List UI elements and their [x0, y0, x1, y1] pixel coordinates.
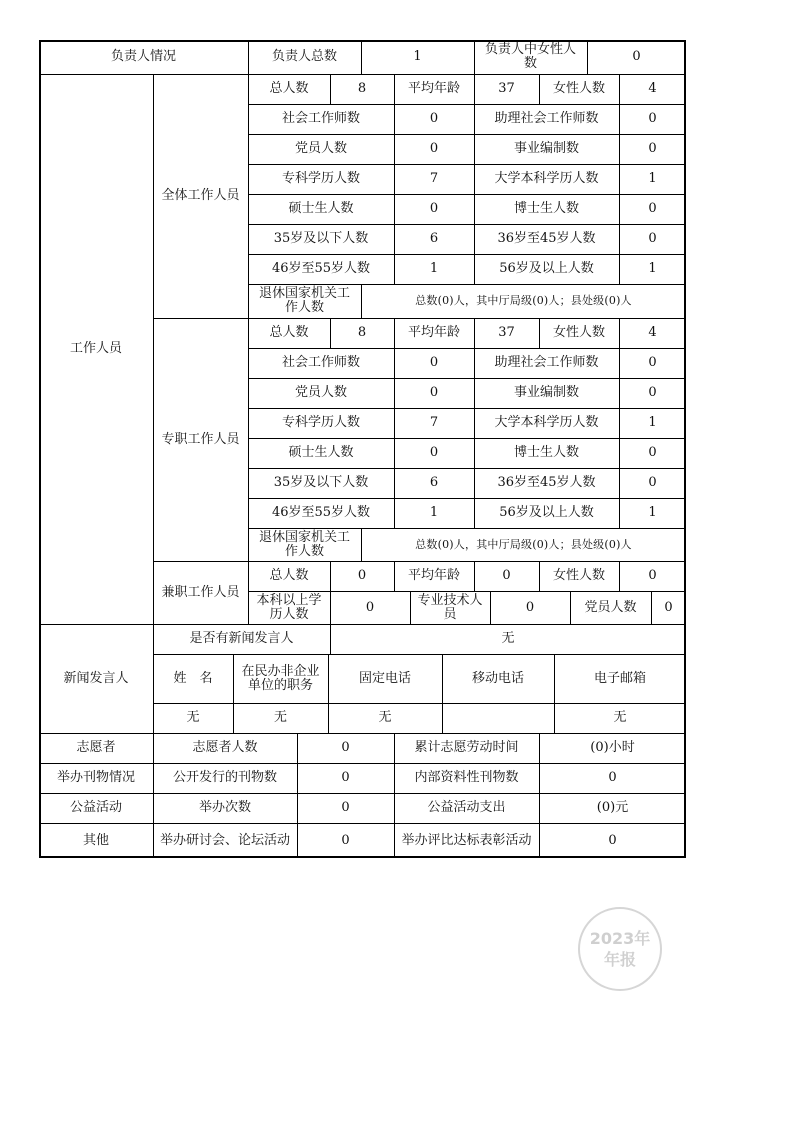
all-total-value: 8	[357, 81, 367, 96]
charity-expense-label: 公益活动支出	[427, 800, 506, 815]
fulltime-staff-label: 专职工作人员	[161, 431, 240, 447]
all-bachelor-label: 大学本科学历人数	[494, 171, 599, 186]
all-female-value: 4	[648, 81, 657, 96]
spokesperson-phone-value: 无	[378, 710, 392, 725]
ft-female-label: 女性人数	[552, 325, 605, 340]
charity-times-label: 举办次数	[198, 800, 251, 815]
pt-party-label: 党员人数	[584, 599, 637, 615]
leader-female-value: 0	[632, 49, 641, 64]
ft-party-value: 0	[429, 385, 439, 400]
ft-total-value: 8	[357, 325, 367, 340]
leader-section-label: 负责人情况	[110, 49, 176, 64]
pt-bachelor-label: 本科以上学历人数	[256, 592, 322, 622]
volunteer-count-value: 0	[341, 740, 350, 755]
other-section-label: 其他	[82, 832, 109, 848]
all-age46-55-value: 1	[429, 261, 439, 276]
all-college-label: 专科学历人数	[281, 171, 360, 186]
all-master-value: 0	[429, 201, 439, 216]
leader-total-value: 1	[413, 49, 422, 64]
other-award-label: 举办评比达标表彰活动	[401, 832, 532, 848]
all-female-label: 女性人数	[552, 81, 605, 96]
ft-age35-value: 6	[429, 475, 439, 490]
all-age36-45-label: 36岁至45岁人数	[497, 231, 596, 246]
spokesperson-position-label: 在民办非企业单位的职务	[241, 663, 320, 693]
all-assistant-social-worker-value: 0	[648, 111, 657, 126]
spokesperson-mobile-value	[442, 703, 554, 733]
all-age56-label: 56岁及以上人数	[499, 261, 594, 276]
charity-times-value: 0	[341, 800, 350, 815]
publication-section-label: 举办刊物情况	[56, 770, 135, 785]
all-total-label: 总人数	[269, 81, 309, 96]
pt-female-value: 0	[648, 568, 657, 583]
annual-report-stamp	[578, 907, 662, 991]
all-avg-age-value: 37	[498, 81, 515, 96]
ft-social-worker-label: 社会工作师数	[281, 355, 360, 370]
volunteer-hours-value: (0)小时	[590, 740, 635, 755]
spokesperson-name-value: 无	[186, 710, 200, 725]
pt-party-value: 0	[664, 599, 673, 615]
ft-age46-55-value: 1	[429, 505, 439, 520]
ft-party-label: 党员人数	[294, 385, 347, 400]
ft-establishment-value: 0	[648, 385, 657, 400]
ft-assistant-social-worker-value: 0	[648, 355, 657, 370]
all-party-value: 0	[429, 141, 439, 156]
all-establishment-value: 0	[648, 141, 657, 156]
pt-bachelor-value: 0	[365, 599, 375, 615]
ft-age56-value: 1	[648, 505, 657, 520]
ft-assistant-social-worker-label: 助理社会工作师数	[494, 355, 599, 370]
pt-avg-age-label: 平均年龄	[407, 568, 460, 583]
ft-bachelor-label: 大学本科学历人数	[494, 415, 599, 430]
publication-public-label: 公开发行的刊物数	[172, 770, 277, 785]
ft-retired-value: 总数(0)人，其中厅局级(0)人；县处级(0)人	[415, 537, 632, 551]
other-forum-label: 举办研讨会、论坛活动	[159, 832, 290, 848]
ft-establishment-label: 事业编制数	[513, 385, 579, 400]
leader-total-label: 负责人总数	[271, 49, 337, 64]
pt-technical-value: 0	[525, 599, 535, 615]
ft-retired-label: 退休国家机关工作人数	[258, 529, 350, 559]
other-forum-value: 0	[341, 832, 350, 848]
all-age35-value: 6	[429, 231, 439, 246]
ft-doctor-label: 博士生人数	[513, 445, 579, 460]
volunteer-count-label: 志愿者人数	[192, 740, 258, 755]
all-social-worker-label: 社会工作师数	[281, 111, 360, 126]
all-social-worker-value: 0	[429, 111, 439, 126]
all-staff-label: 全体工作人员	[161, 188, 240, 203]
spokesperson-email-label: 电子邮箱	[593, 670, 646, 686]
ft-age36-45-value: 0	[648, 475, 657, 490]
ft-social-worker-value: 0	[429, 355, 439, 370]
publication-internal-label: 内部资料性刊物数	[414, 770, 519, 785]
publication-internal-value: 0	[608, 770, 617, 785]
publication-public-value: 0	[341, 770, 350, 785]
spokesperson-name-label: 姓 名	[173, 670, 213, 686]
pt-total-value: 0	[357, 568, 367, 583]
all-bachelor-value: 1	[648, 171, 657, 186]
pt-total-label: 总人数	[269, 568, 309, 583]
volunteer-hours-label: 累计志愿劳动时间	[414, 740, 519, 755]
spokesperson-section-label: 新闻发言人	[63, 670, 129, 686]
other-award-value: 0	[608, 832, 617, 848]
ft-avg-age-value: 37	[498, 325, 515, 340]
ft-college-label: 专科学历人数	[281, 415, 360, 430]
pt-technical-label: 专业技术人员	[417, 592, 483, 622]
ft-total-label: 总人数	[269, 325, 309, 340]
ft-master-value: 0	[429, 445, 439, 460]
leader-female-label: 负责人中女性人数	[484, 42, 576, 71]
parttime-staff-label: 兼职工作人员	[161, 584, 240, 600]
charity-section-label: 公益活动	[69, 800, 122, 815]
spokesperson-phone-label: 固定电话	[358, 670, 411, 686]
pt-avg-age-value: 0	[502, 568, 511, 583]
all-age36-45-value: 0	[648, 231, 657, 246]
stamp-year: 2023年	[589, 929, 651, 948]
ft-bachelor-value: 1	[648, 415, 657, 430]
all-doctor-value: 0	[648, 201, 657, 216]
charity-expense-value: (0)元	[596, 800, 629, 815]
all-college-value: 7	[429, 171, 439, 186]
all-age35-label: 35岁及以下人数	[273, 231, 369, 246]
spokesperson-has-value: 无	[501, 631, 515, 646]
staff-section-label: 工作人员	[69, 341, 122, 356]
ft-age35-label: 35岁及以下人数	[273, 475, 369, 490]
all-assistant-social-worker-label: 助理社会工作师数	[494, 111, 599, 126]
ft-avg-age-label: 平均年龄	[407, 325, 460, 340]
ft-age56-label: 56岁及以上人数	[499, 505, 594, 520]
ft-college-value: 7	[429, 415, 439, 430]
spokesperson-position-value: 无	[273, 710, 287, 725]
all-establishment-label: 事业编制数	[513, 141, 579, 156]
spokesperson-mobile-label: 移动电话	[471, 670, 524, 686]
volunteer-section-label: 志愿者	[76, 740, 116, 755]
all-master-label: 硕士生人数	[288, 201, 354, 216]
all-retired-label: 退休国家机关工作人数	[258, 286, 350, 315]
ft-age36-45-label: 36岁至45岁人数	[497, 475, 596, 490]
ft-doctor-value: 0	[648, 445, 657, 460]
all-doctor-label: 博士生人数	[513, 201, 579, 216]
ft-age46-55-label: 46岁至55岁人数	[271, 505, 371, 520]
all-age46-55-label: 46岁至55岁人数	[271, 261, 371, 276]
pt-female-label: 女性人数	[552, 568, 605, 583]
spokesperson-email-value: 无	[613, 710, 627, 725]
all-avg-age-label: 平均年龄	[407, 81, 460, 96]
all-retired-value: 总数(0)人，其中厅局级(0)人；县处级(0)人	[415, 294, 632, 307]
all-party-label: 党员人数	[294, 141, 347, 156]
stamp-label: 年报	[603, 950, 636, 969]
all-age56-value: 1	[648, 261, 657, 276]
ft-master-label: 硕士生人数	[288, 445, 354, 460]
spokesperson-has-label: 是否有新闻发言人	[189, 631, 294, 646]
ft-female-value: 4	[648, 325, 657, 340]
